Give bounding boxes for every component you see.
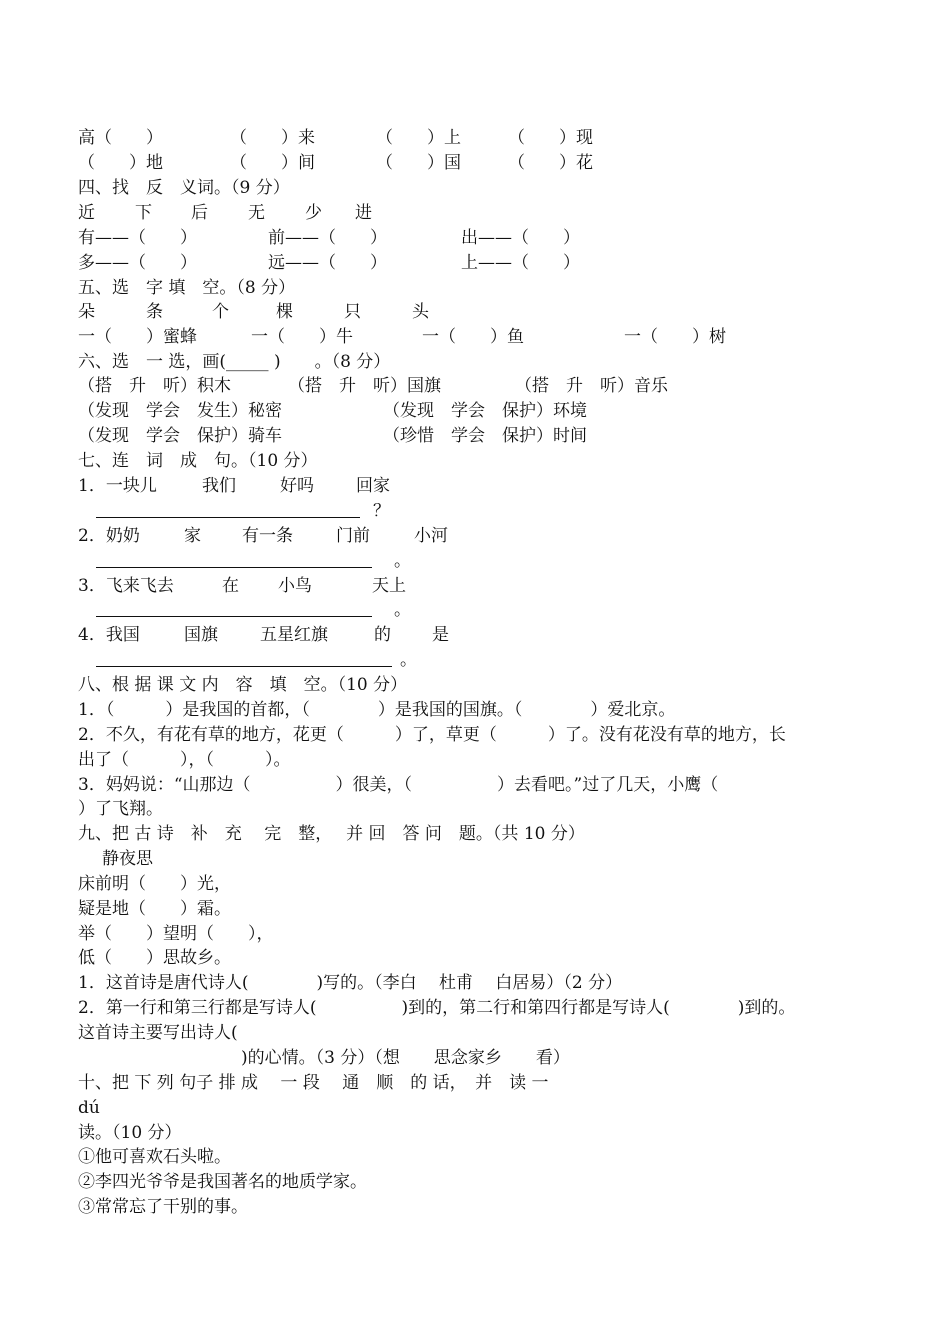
text-segment: 九、把 古 诗 补 充 完 整， 并 回 答 问 题。（共 10 分） xyxy=(78,824,585,844)
text-segment: 出——（ ） xyxy=(461,228,580,248)
text-segment: 1．这首诗是唐代诗人( )写的。（李白 杜甫 白居易）（2 分） xyxy=(78,973,623,993)
text-segment: 国旗 xyxy=(184,625,218,645)
text-segment: 2．不久，有花有草的地方，花更（ ）了，草更（ ）了。没有花没有草的地方，长 xyxy=(78,725,786,745)
text-segment: 这首诗主要写出诗人( xyxy=(78,1023,238,1043)
text-segment: 是 xyxy=(432,625,449,645)
text-segment: 下 xyxy=(135,203,152,223)
text-segment: 1．一块儿 xyxy=(78,476,157,496)
text-segment: （ ）国 xyxy=(376,153,461,173)
text-segment: （ ）花 xyxy=(508,153,593,173)
text-segment: （ ）上 xyxy=(376,128,461,148)
text-segment: 天上 xyxy=(372,576,406,596)
text-segment: 在 xyxy=(222,576,239,596)
text-segment: （发现 学会 保护）环境 xyxy=(383,401,587,421)
text-segment: 小河 xyxy=(414,526,448,546)
text-segment: 3．飞来飞去 xyxy=(78,576,174,596)
text-segment: 2．奶奶 xyxy=(78,526,140,546)
text-segment: 条 xyxy=(146,302,163,322)
text-segment: 1．（ ）是我国的首都，（ ）是我国的国旗。（ ）爱北京。 xyxy=(78,700,676,720)
text-segment: 进 xyxy=(355,203,372,223)
text-segment: 4．我国 xyxy=(78,625,140,645)
text-segment: 高（ ） xyxy=(78,128,163,148)
text-segment: 小鸟 xyxy=(278,576,312,596)
text-segment: 五、选 字 填 空。（8 分） xyxy=(78,278,296,298)
text-segment: （珍惜 学会 保护）时间 xyxy=(383,426,587,446)
text-segment: 一（ ）鱼 xyxy=(422,327,524,347)
text-segment: 低（ ）思故乡。 xyxy=(78,948,231,968)
text-segment: 少 xyxy=(305,203,322,223)
text-segment: 个 xyxy=(212,302,229,322)
text-segment: 3．妈妈说：“山那边（ ）很美，（ ）去看吧。”过了几天，小鹰（ xyxy=(78,775,719,795)
text-segment: 。 xyxy=(394,600,411,620)
text-segment: 一（ ）蜜蜂 xyxy=(78,327,197,347)
text-segment: （ ）现 xyxy=(508,128,593,148)
text-segment: 静夜思 xyxy=(102,849,153,869)
text-segment: 四、找 反 义词。（9 分） xyxy=(78,178,290,198)
text-segment: （发现 学会 保护）骑车 xyxy=(78,426,282,446)
text-segment: dú xyxy=(78,1098,100,1118)
text-segment: 出了（ ），（ ）。 xyxy=(78,750,291,770)
text-segment: ②李四光爷爷是我国著名的地质学家。 xyxy=(78,1172,367,1192)
text-segment: 读。（10 分） xyxy=(78,1123,182,1143)
text-segment: （搭 升 听）音乐 xyxy=(515,376,668,396)
text-segment: 前——（ ） xyxy=(268,228,387,248)
text-segment: ？ xyxy=(373,501,390,521)
text-segment: （ ）地 xyxy=(78,153,163,173)
text-segment: 近 xyxy=(78,203,95,223)
text-segment: 后 xyxy=(191,203,208,223)
answer-line[interactable] xyxy=(96,517,360,518)
text-segment: ③常常忘了干别的事。 xyxy=(78,1197,248,1217)
answer-line[interactable] xyxy=(96,666,392,667)
text-segment: 八、根 据 课 文 内 容 填 空。（10 分） xyxy=(78,675,408,695)
text-segment: 家 xyxy=(184,526,201,546)
text-segment: （ ）间 xyxy=(230,153,315,173)
text-segment: 门前 xyxy=(336,526,370,546)
answer-line[interactable] xyxy=(96,567,372,568)
text-segment: 2．第一行和第三行都是写诗人( )到的，第二行和第四行都是写诗人( )到的。 xyxy=(78,998,796,1018)
text-segment: 只 xyxy=(344,302,361,322)
text-segment: 好吗 xyxy=(280,476,314,496)
text-segment: ）了飞翔。 xyxy=(78,799,163,819)
text-segment: （搭 升 听）国旗 xyxy=(288,376,441,396)
text-segment: 有——（ ） xyxy=(78,228,197,248)
text-segment: 举（ ）望明（ ）， xyxy=(78,924,274,944)
text-segment: 一（ ）牛 xyxy=(251,327,353,347)
text-segment: 。 xyxy=(394,551,411,571)
text-segment: （搭 升 听）积木 xyxy=(78,376,231,396)
text-segment: 远——（ ） xyxy=(268,253,387,273)
text-segment: 头 xyxy=(412,302,429,322)
text-segment: 十、把 下 列 句子 排 成 一 段 通 顺 的 话， 并 读 一 xyxy=(78,1073,549,1093)
text-segment: 疑是地（ ）霜。 xyxy=(78,899,231,919)
text-segment: （ ）来 xyxy=(230,128,315,148)
text-segment: 我们 xyxy=(202,476,236,496)
text-segment: 有一条 xyxy=(242,526,293,546)
text-segment: 朵 xyxy=(78,302,95,322)
text-segment: 的 xyxy=(374,625,391,645)
text-segment: 。 xyxy=(400,650,417,670)
text-segment: 无 xyxy=(248,203,265,223)
text-segment: )的心情。（3 分）（想 思念家乡 看） xyxy=(241,1048,570,1068)
text-segment: 床前明（ ）光， xyxy=(78,874,231,894)
text-segment: 棵 xyxy=(276,302,293,322)
text-segment: （发现 学会 发生）秘密 xyxy=(78,401,282,421)
text-segment: 回家 xyxy=(356,476,390,496)
text-segment: ①他可喜欢石头啦。 xyxy=(78,1147,231,1167)
text-segment: 七、连 词 成 句。（10 分） xyxy=(78,451,318,471)
text-segment: 多——（ ） xyxy=(78,253,197,273)
text-segment: 六、选 一 选，画(_____ ) 。（8 分） xyxy=(78,352,391,372)
answer-line[interactable] xyxy=(96,616,372,617)
text-segment: 一（ ）树 xyxy=(624,327,726,347)
text-segment: 上——（ ） xyxy=(461,253,580,273)
text-segment: 五星红旗 xyxy=(260,625,328,645)
